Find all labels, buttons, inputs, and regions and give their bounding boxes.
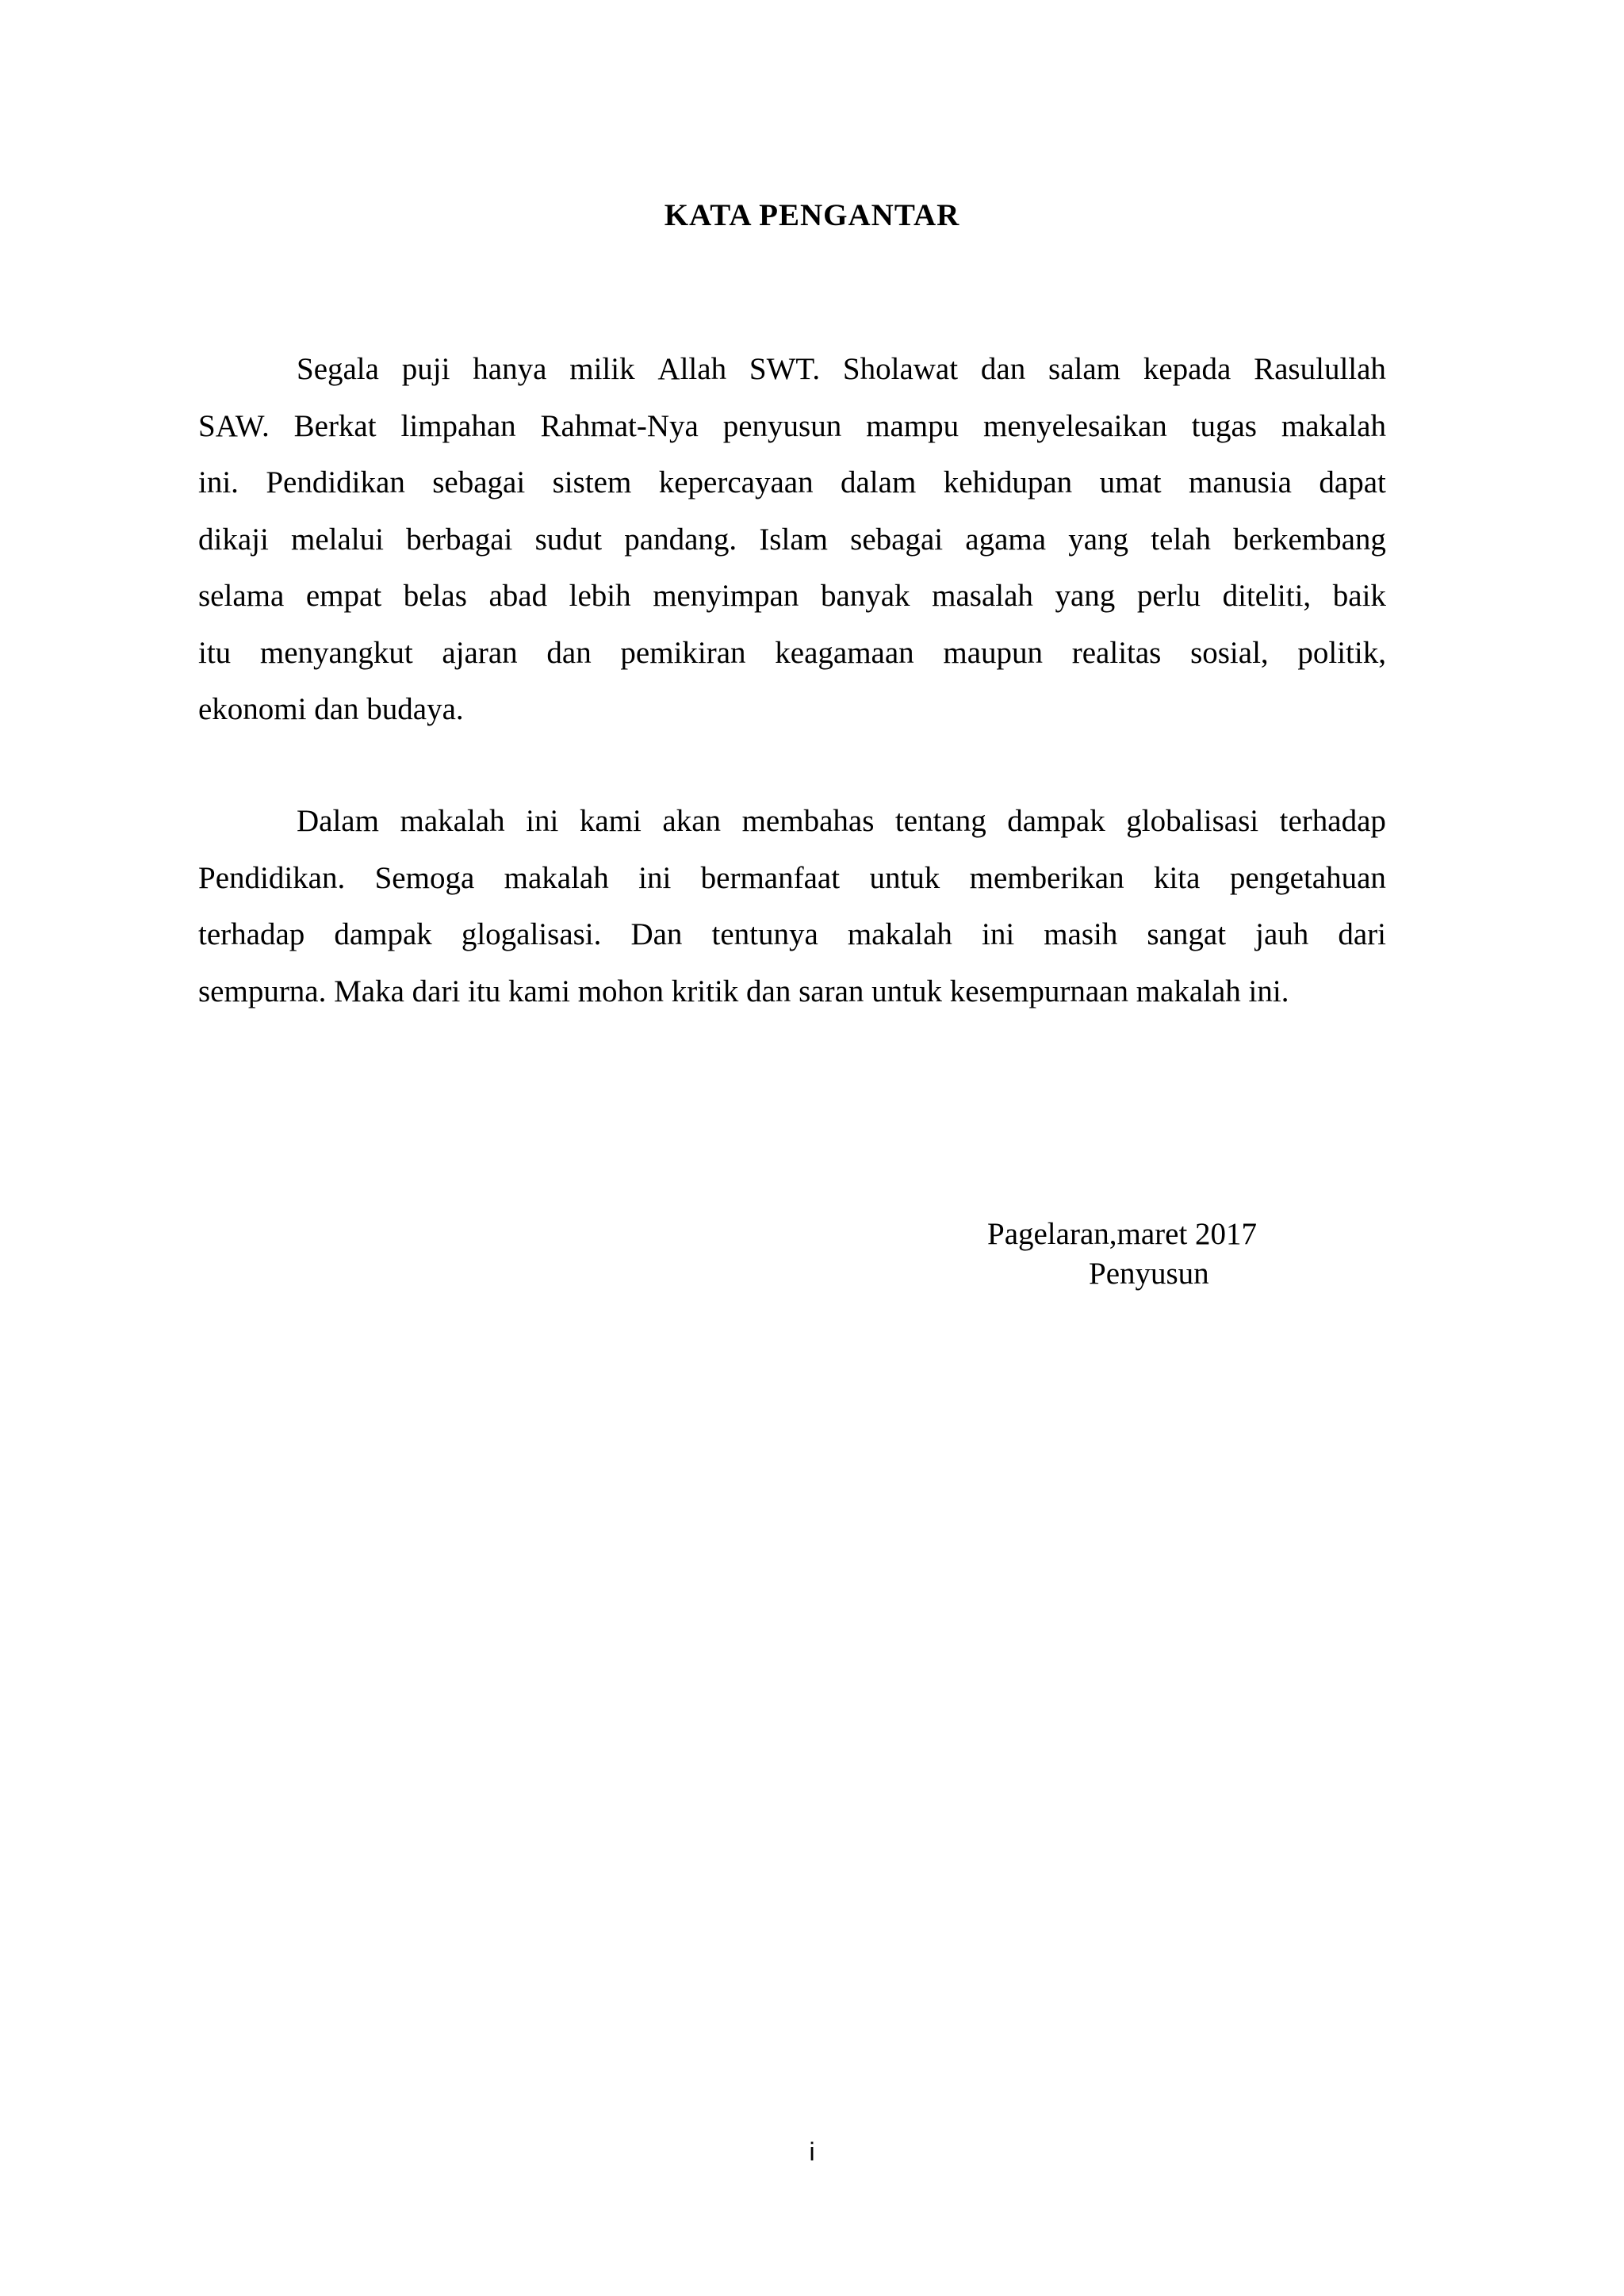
- word: ini: [526, 804, 559, 838]
- word: limpahan: [400, 408, 516, 443]
- signature-place-date: Pagelaran,maret 2017: [987, 1217, 1258, 1251]
- word: berkembang: [1233, 522, 1386, 557]
- word: dalam: [841, 465, 917, 499]
- word: sebagai: [850, 522, 944, 557]
- word: banyak: [820, 579, 910, 613]
- word: dan: [546, 635, 592, 670]
- word: itu: [198, 635, 232, 670]
- word: kami: [579, 804, 642, 838]
- word: melalui: [291, 522, 384, 557]
- word: berbagai: [406, 522, 513, 557]
- word: dapat: [1319, 465, 1386, 499]
- word: salam: [1048, 352, 1121, 386]
- signature-block: [987, 1215, 1257, 1294]
- word: akan: [662, 804, 722, 838]
- word: baik: [1332, 579, 1386, 613]
- word: yang: [1068, 522, 1129, 557]
- word: Dalam: [297, 804, 379, 838]
- word: Segala: [297, 352, 379, 386]
- word: sudut: [534, 522, 603, 557]
- paragraph-line: [198, 398, 1386, 455]
- word: makalah: [400, 804, 505, 838]
- word: ajaran: [442, 635, 518, 670]
- word: umat: [1099, 465, 1162, 499]
- word: masalah: [932, 579, 1033, 613]
- word: makalah: [504, 860, 609, 895]
- word: hanya: [473, 352, 547, 386]
- word: menyangkut: [259, 635, 413, 670]
- word: bermanfaat: [700, 860, 841, 895]
- word: kita: [1153, 860, 1201, 895]
- page-number: i: [809, 2137, 815, 2166]
- paragraph-2: [198, 793, 1386, 1020]
- word: memberikan: [969, 860, 1124, 895]
- paragraph-line: ekonomi dan budaya.: [198, 692, 464, 726]
- word: untuk: [869, 860, 940, 895]
- signature-role: Penyusun: [1089, 1257, 1209, 1291]
- word: pandang.: [624, 522, 737, 557]
- word: kepercayaan: [658, 465, 814, 499]
- word: menyimpan: [653, 579, 799, 613]
- word: Sholawat: [842, 352, 959, 386]
- word: sebagai: [432, 465, 526, 499]
- word: penyusun: [722, 408, 842, 443]
- word: sistem: [552, 465, 632, 499]
- word: Pendidikan: [266, 465, 405, 499]
- word: SWT.: [749, 352, 821, 386]
- word: tugas: [1191, 408, 1257, 443]
- paragraph-line: [198, 850, 1386, 907]
- word: membahas: [741, 804, 875, 838]
- word: kepada: [1143, 352, 1231, 386]
- word: ini: [638, 860, 672, 895]
- paragraph-line: sempurna. Maka dari itu kami mohon kritik dan saran untuk kesempurnaan makalah ini.: [198, 974, 1289, 1008]
- word: telah: [1151, 522, 1211, 557]
- word: jauh: [1255, 917, 1309, 951]
- word: sangat: [1147, 917, 1227, 951]
- word: diteliti,: [1222, 579, 1312, 613]
- document-title: KATA PENGANTAR: [664, 198, 960, 232]
- word: makalah: [847, 917, 952, 951]
- word: menyelesaikan: [983, 408, 1167, 443]
- word: dampak: [1007, 804, 1105, 838]
- word: ini.: [198, 465, 239, 499]
- word: milik: [569, 352, 635, 386]
- word: glogalisasi.: [461, 917, 602, 951]
- paragraph-1: [198, 341, 1386, 738]
- word: politik,: [1297, 635, 1386, 670]
- word: Allah: [657, 352, 727, 386]
- paragraph-line: [198, 568, 1386, 625]
- word: selama: [198, 579, 285, 613]
- word: perlu: [1136, 579, 1201, 613]
- word: tentang: [894, 804, 986, 838]
- word: yang: [1055, 579, 1116, 613]
- word: Berkat: [293, 408, 377, 443]
- word: puji: [401, 352, 450, 386]
- word: Semoga: [374, 860, 475, 895]
- word: makalah: [1281, 408, 1386, 443]
- word: pengetahuan: [1229, 860, 1386, 895]
- word: Rahmat-Nya: [540, 408, 699, 443]
- word: maupun: [943, 635, 1044, 670]
- word: lebih: [569, 579, 631, 613]
- word: dan: [980, 352, 1026, 386]
- word: Islam: [759, 522, 828, 557]
- word: masih: [1044, 917, 1118, 951]
- word: belas: [403, 579, 467, 613]
- word: Dan: [630, 917, 683, 951]
- word: agama: [965, 522, 1047, 557]
- word: dari: [1338, 917, 1386, 951]
- word: pemikiran: [620, 635, 746, 670]
- word: empat: [305, 579, 382, 613]
- word: dikaji: [198, 522, 269, 557]
- word: kehidupan: [943, 465, 1073, 499]
- word: mampu: [866, 408, 959, 443]
- word: tentunya: [711, 917, 818, 951]
- word: globalisasi: [1126, 804, 1259, 838]
- word: keagamaan: [775, 635, 914, 670]
- paragraph-line: [198, 625, 1386, 682]
- word: ini: [981, 917, 1015, 951]
- word: terhadap: [1279, 804, 1386, 838]
- word: sosial,: [1190, 635, 1269, 670]
- paragraph-line: [198, 906, 1386, 963]
- word: Pendidikan.: [198, 860, 346, 895]
- paragraph-line: [198, 511, 1386, 568]
- word: realitas: [1071, 635, 1162, 670]
- word: SAW.: [198, 408, 270, 443]
- paragraph-line: [198, 341, 1386, 398]
- word: manusia: [1189, 465, 1292, 499]
- word: terhadap: [198, 917, 305, 951]
- paragraph-line: [198, 454, 1386, 511]
- word: abad: [488, 579, 548, 613]
- word: dampak: [334, 917, 432, 951]
- word: Rasulullah: [1254, 352, 1386, 386]
- paragraph-line: [198, 793, 1386, 850]
